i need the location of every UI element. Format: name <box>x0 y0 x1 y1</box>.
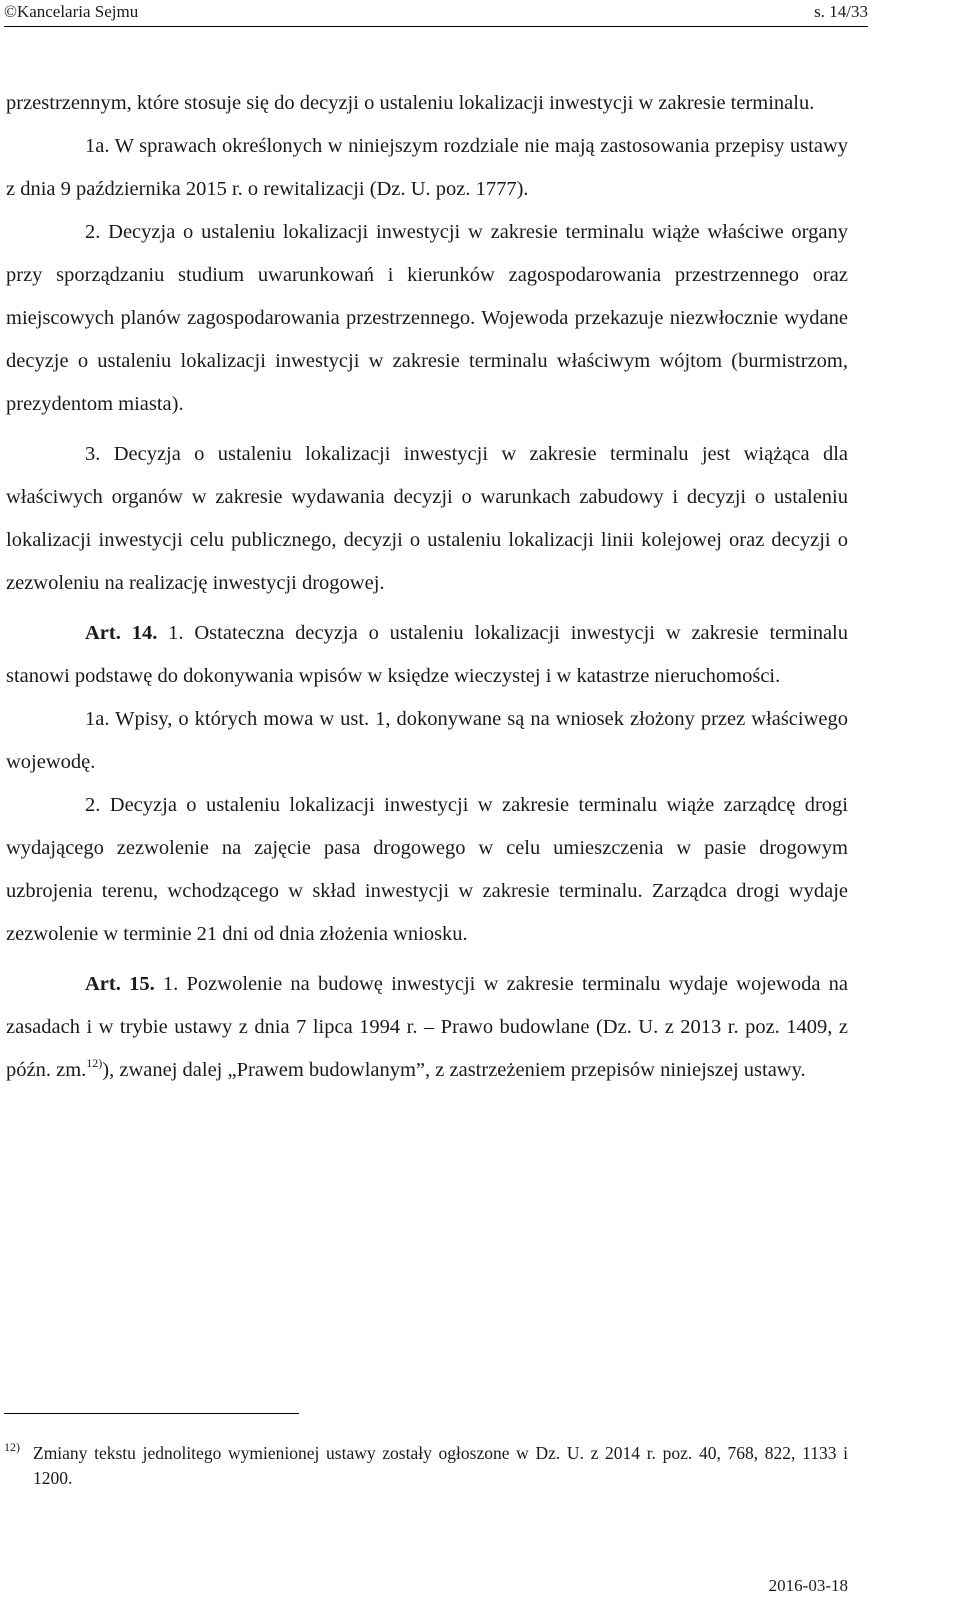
article-14-section-1 <box>6 612 848 698</box>
header-copyright: ©Kancelaria Sejmu <box>4 2 139 21</box>
footnote-reference[interactable]: 12) <box>86 1056 103 1070</box>
article-15-heading: Art. 15. <box>85 973 155 995</box>
footer-date: 2016-03-18 <box>768 1576 848 1595</box>
paragraph-continuation: przestrzennym, które stosuje się do decyzji o ustaleniu lokalizacji inwestycji w zakresie terminalu. <box>6 92 815 114</box>
document-body <box>6 82 848 1092</box>
article-15-section-1-text-a: 1. Pozwolenie na budowę inwestycji w zakresie terminalu wydaje wojewoda na zasadach i w trybie ustawy z dnia 7 lipca 1994 r. – Prawo budowlane (Dz. U. z 2013 r. poz. 1409, z późn. zm. <box>6 973 848 1081</box>
paragraph-1a: 1a. W sprawach określonych w niniejszym rozdziale nie mają zastosowania przepisy ustawy z dnia 9 października 2015 r. o rewitalizacji (Dz. U. poz. 1777). <box>6 135 848 200</box>
article-15-section-1-text-b: ), zwanej dalej „Prawem budowlanym”, z zastrzeżeniem przepisów niniejszej ustawy. <box>102 1059 806 1081</box>
page-header <box>4 0 868 27</box>
article-14-section-1a: 1a. Wpisy, o których mowa w ust. 1, dokonywane są na wniosek złożony przez właściwego wojewodę. <box>6 708 848 773</box>
header-page-number: s. 14/33 <box>814 2 868 21</box>
paragraph-3: 3. Decyzja o ustaleniu lokalizacji inwestycji w zakresie terminalu jest wiążąca dla właściwych organów w zakresie wydawania decyzji o warunkach zabudowy i decyzji o ustaleniu lokalizacji inwestycji celu publicznego, decyzji o ustaleniu lokalizacji linii kolejowej oraz decyzji o zezwoleniu na realizację inwestycji drogowej. <box>6 443 848 594</box>
article-14-section-2: 2. Decyzja o ustaleniu lokalizacji inwestycji w zakresie terminalu wiąże zarządcę drogi wydającego zezwolenie na zajęcie pasa drogowego w celu umieszczenia w pasie drogowym uzbrojenia terenu, wchodzącego w skład inwestycji w zakresie terminalu. Zarządca drogi wydaje zezwolenie w terminie 21 dni od dnia złożenia wniosku. <box>6 794 848 945</box>
article-14-section-1-text: 1. Ostateczna decyzja o ustaleniu lokalizacji inwestycji w zakresie terminalu stanowi podstawę do dokonywania wpisów w księdze wieczystej i w katastrze nieruchomości. <box>6 622 848 687</box>
footnote-text: Zmiany tekstu jednolitego wymienionej ustawy zostały ogłoszone w Dz. U. z 2014 r. poz. 40, 768, 822, 1133 i 1200. <box>33 1443 848 1488</box>
article-14-heading: Art. 14. <box>85 622 158 644</box>
article-15-section-1 <box>6 963 848 1092</box>
footnote <box>4 1441 848 1491</box>
footnote-mark: 12) <box>4 1440 20 1454</box>
paragraph-2: 2. Decyzja o ustaleniu lokalizacji inwestycji w zakresie terminalu wiąże właściwe organy przy sporządzaniu studium uwarunkowań i kierunków zagospodarowania przestrzennego oraz miejscowych planów zagospodarowania przestrzennego. Wojewoda przekazuje niezwłocznie wydane decyzje o ustaleniu lokalizacji inwestycji w zakresie terminalu właściwym wójtom (burmistrzom, prezydentom miasta). <box>6 221 848 415</box>
footnote-divider <box>4 1413 299 1414</box>
